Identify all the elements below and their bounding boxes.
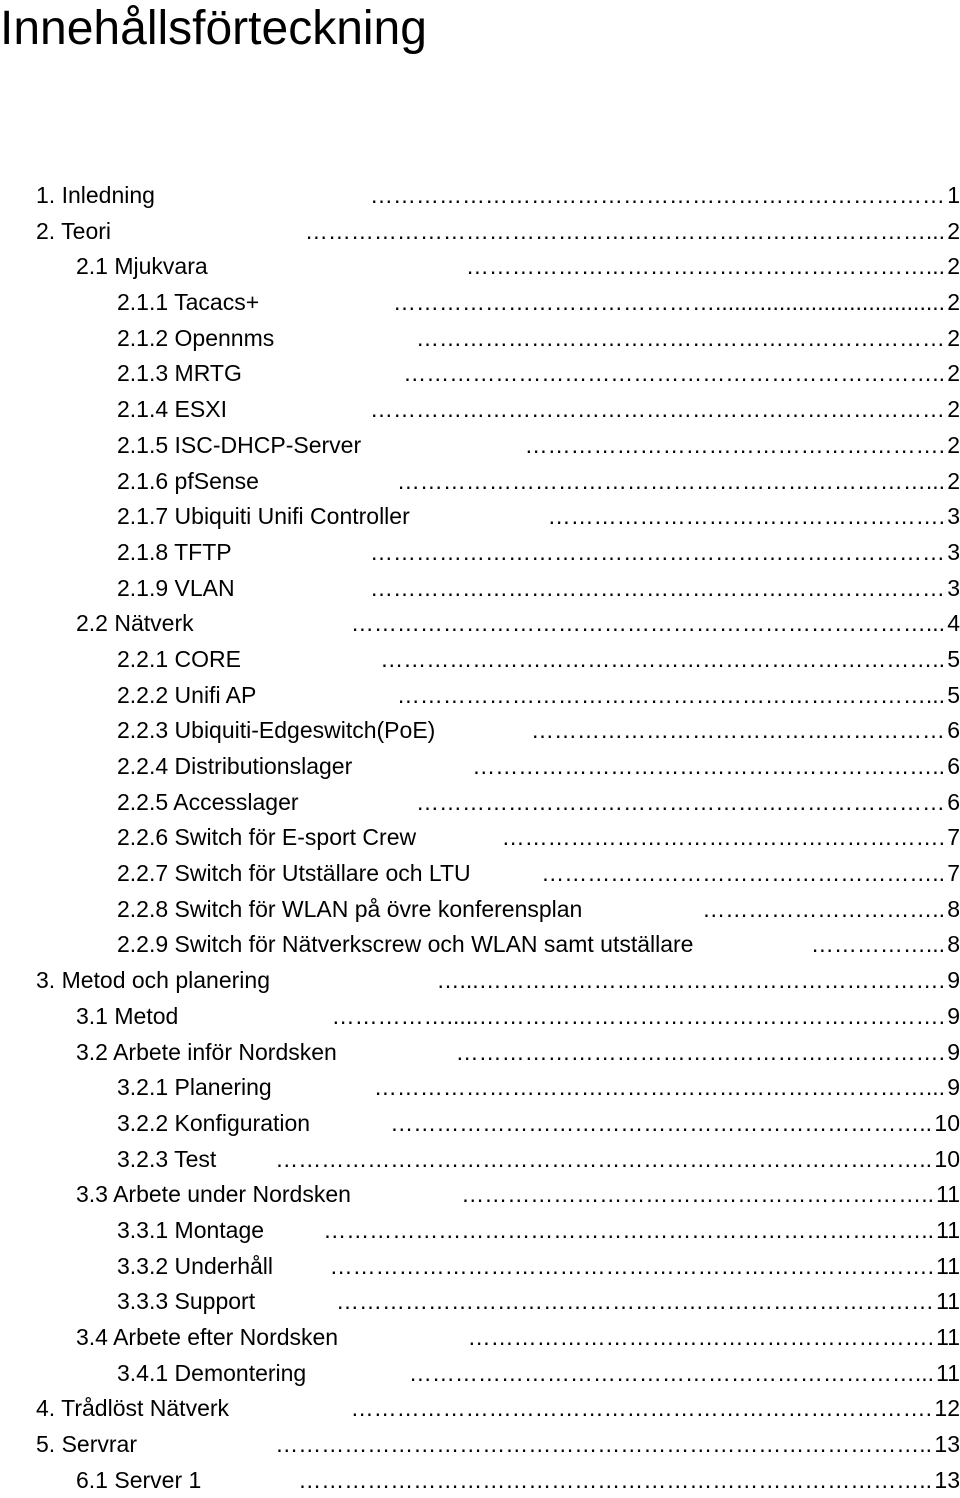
- toc-dot-leader: …...…………………………………………………….: [436, 967, 945, 994]
- toc-entry[interactable]: [0, 249, 960, 285]
- toc-page-number: 10: [934, 1109, 960, 1136]
- toc-dot-leader: …………….....…………………………………………………….: [331, 1002, 945, 1029]
- toc-dot-leader: ………………………………………………………………...: [373, 1074, 945, 1101]
- toc-page-number: 7: [947, 860, 960, 887]
- toc-page-number: 6: [947, 788, 960, 815]
- toc-entry-label: 2.2.2 Unifi AP: [117, 681, 257, 708]
- toc-dot-leader: ………………………………………………………………………..: [298, 1466, 932, 1493]
- toc-dot-leader: ……………………………………………………………: [416, 324, 945, 351]
- toc-entry[interactable]: [0, 214, 960, 250]
- toc-page-number: 2: [947, 467, 960, 494]
- toc-entry[interactable]: [0, 1320, 960, 1356]
- toc-dot-leader: …………………………..: [702, 895, 945, 922]
- toc-entry[interactable]: [0, 749, 960, 785]
- toc-entry-label: 2.2.9 Switch för Nätverkscrew och WLAN samt utställare: [117, 931, 694, 958]
- toc-page-number: 9: [947, 1074, 960, 1101]
- toc-page-number: 9: [947, 1002, 960, 1029]
- toc-entry[interactable]: [0, 1249, 960, 1285]
- toc-entry[interactable]: [0, 356, 960, 392]
- toc-page-number: 11: [936, 1359, 960, 1386]
- toc-page-number: 4: [947, 610, 960, 637]
- toc-entry[interactable]: [0, 1356, 960, 1392]
- toc-entry-label: 2.2.1 CORE: [117, 645, 241, 672]
- toc-page-number: 5: [947, 645, 960, 672]
- toc-entry-label: 2.2.4 Distributionslager: [117, 753, 353, 779]
- toc-entry-label: 2.1.4 ESXI: [117, 396, 227, 423]
- toc-entry[interactable]: [0, 321, 960, 357]
- toc-entry-label: 3.2.1 Planering: [117, 1074, 272, 1101]
- toc-page-number: 2: [947, 253, 960, 280]
- toc-entry-label: 2.1.5 ISC-DHCP-Server: [117, 431, 362, 458]
- toc-entry-label: 2.1.2 Opennms: [117, 324, 275, 351]
- toc-page-number: 5: [947, 681, 960, 708]
- toc-dot-leader: ……………………………………………..: [541, 860, 945, 887]
- toc-entry-label: 3.3 Arbete under Nordsken: [76, 1181, 351, 1208]
- toc-entry-label: 6.1 Server 1: [76, 1466, 202, 1493]
- toc-page-number: 6: [947, 753, 960, 779]
- toc-entry[interactable]: [0, 820, 960, 856]
- toc-entry-label: 2.1 Mjukvara: [76, 253, 208, 280]
- toc-entry-label: 2.2.6 Switch för E-sport Crew: [117, 824, 417, 851]
- toc-page-number: 10: [934, 1145, 960, 1172]
- toc-page-number: 11: [936, 1324, 960, 1350]
- toc-dot-leader: ……………………………………………….: [524, 431, 945, 458]
- toc-dot-leader: ……………...: [810, 931, 945, 958]
- toc-entry-label: 1. Inledning: [36, 182, 155, 208]
- toc-entry[interactable]: [0, 1070, 960, 1106]
- toc-dot-leader: …………………………………………………………………...: [350, 610, 945, 637]
- toc-page-number: 11: [936, 1252, 960, 1279]
- toc-page-number: 9: [947, 1038, 960, 1065]
- toc-dot-leader: …………………………………………….: [547, 503, 945, 530]
- toc-entry-label: 2.1.7 Ubiquiti Unifi Controller: [117, 503, 410, 530]
- toc-entry-label: 2.1.3 MRTG: [117, 360, 242, 387]
- toc-entry[interactable]: [0, 1213, 960, 1249]
- toc-entry[interactable]: [0, 285, 960, 321]
- toc-dot-leader: …………………………………………………………………………..: [275, 1431, 932, 1458]
- toc-entry[interactable]: [0, 678, 960, 714]
- toc-page-number: 2: [947, 217, 960, 244]
- toc-entry[interactable]: [0, 1427, 960, 1463]
- toc-entry[interactable]: [0, 1035, 960, 1071]
- page-title: Innehållsförteckning: [0, 2, 427, 55]
- toc-page-number: 11: [936, 1288, 960, 1315]
- toc-entry-label: 2.1.1 Tacacs+: [117, 289, 260, 316]
- toc-dot-leader: …………………………………………………….: [467, 1324, 934, 1350]
- toc-entry-label: 3.4 Arbete efter Nordsken: [76, 1324, 339, 1350]
- toc-entry[interactable]: [0, 178, 960, 214]
- toc-dot-leader: ………………………………………………………………………...: [304, 217, 945, 244]
- toc-page-number: 2: [947, 360, 960, 387]
- toc-entry[interactable]: [0, 892, 960, 928]
- toc-dot-leader: …………………………………………………………………: [370, 538, 945, 565]
- toc-entry-label: 2.2.7 Switch för Utställare och LTU: [117, 860, 471, 887]
- toc-entry-label: 2.2.3 Ubiquiti-Edgeswitch(PoE): [117, 717, 436, 744]
- toc-entry[interactable]: [0, 428, 960, 464]
- toc-entry[interactable]: [0, 392, 960, 428]
- toc-page-number: 2: [947, 324, 960, 351]
- toc-entry[interactable]: [0, 1177, 960, 1213]
- toc-page-number: 11: [936, 1181, 960, 1208]
- toc-entry[interactable]: [0, 535, 960, 571]
- toc-entry[interactable]: [0, 713, 960, 749]
- table-of-contents: [0, 178, 960, 1498]
- toc-page-number: 11: [936, 1216, 960, 1243]
- toc-dot-leader: ……………………………………………………………: [416, 788, 945, 815]
- toc-dot-leader: ……………………………………………………..: [461, 1181, 934, 1208]
- toc-entry-label: 2. Teori: [36, 217, 112, 244]
- toc-entry[interactable]: [0, 927, 960, 963]
- toc-entry[interactable]: [0, 1284, 960, 1320]
- toc-entry-label: 2.1.9 VLAN: [117, 574, 235, 601]
- toc-entry-label: 3. Metod och planering: [36, 967, 270, 994]
- toc-page-number: 12: [934, 1395, 960, 1422]
- toc-entry-label: 2.2.8 Switch för WLAN på övre konferensplan: [117, 895, 583, 922]
- toc-entry-label: 3.3.1 Montage: [117, 1216, 265, 1243]
- toc-dot-leader: …………………………………………………………………….: [329, 1252, 934, 1279]
- toc-page-number: 13: [934, 1466, 960, 1493]
- toc-page-number: 7: [947, 824, 960, 851]
- toc-page-number: 2: [947, 431, 960, 458]
- toc-entry-label: 3.2.3 Test: [117, 1145, 217, 1172]
- toc-entry[interactable]: [0, 1391, 960, 1427]
- toc-entry[interactable]: [0, 785, 960, 821]
- toc-dot-leader: ……………………………………………………………..: [390, 1109, 932, 1136]
- toc-entry-label: 3.1 Metod: [76, 1002, 179, 1029]
- toc-dot-leader: ……………………………………………………….: [455, 1038, 945, 1065]
- toc-dot-leader: ……………………………………………………………………: [336, 1288, 934, 1315]
- toc-entry[interactable]: [0, 1142, 960, 1178]
- toc-entry[interactable]: [0, 999, 960, 1035]
- toc-entry[interactable]: [0, 642, 960, 678]
- toc-page-number: 13: [934, 1431, 960, 1458]
- toc-dot-leader: ………………………………………………: [531, 717, 945, 744]
- toc-entry-label: 4. Trådlöst Nätverk: [36, 1395, 230, 1422]
- toc-page-number: 1: [947, 182, 960, 208]
- toc-page-number: 3: [947, 538, 960, 565]
- toc-dot-leader: ……………………………………....................................: [392, 289, 945, 316]
- toc-page-number: 2: [947, 289, 960, 316]
- toc-entry[interactable]: [0, 1106, 960, 1142]
- toc-dot-leader: …………………………………………………………………: [370, 182, 945, 208]
- toc-entry-label: 2.2.5 Accesslager: [117, 788, 299, 815]
- toc-entry-label: 3.3.3 Support: [117, 1288, 256, 1315]
- toc-entry[interactable]: [0, 1463, 960, 1498]
- toc-dot-leader: ……………………………………………………………...: [396, 681, 945, 708]
- toc-dot-leader: ………………………………………………………………….: [350, 1395, 932, 1422]
- toc-page-number: 3: [947, 503, 960, 530]
- toc-entry-label: 3.3.2 Underhåll: [117, 1252, 273, 1279]
- toc-entry[interactable]: [0, 606, 960, 642]
- toc-entry-label: 2.2 Nätverk: [76, 610, 194, 637]
- toc-page-number: 2: [947, 396, 960, 423]
- toc-dot-leader: …………………………………………………………………………..: [275, 1145, 932, 1172]
- toc-page-number: 8: [947, 931, 960, 958]
- toc-entry-label: 2.1.8 TFTP: [117, 538, 232, 565]
- toc-entry[interactable]: [0, 856, 960, 892]
- toc-dot-leader: …………………………………………………………………: [370, 574, 945, 601]
- toc-dot-leader: …………………………………………………………...: [408, 1359, 934, 1386]
- toc-dot-leader: ………………………………………………….: [501, 824, 945, 851]
- toc-entry[interactable]: [0, 963, 960, 999]
- toc-entry-label: 3.4.1 Demontering: [117, 1359, 307, 1386]
- toc-dot-leader: ……………………………………………………………...: [396, 467, 945, 494]
- toc-dot-leader: ……………………………………………………...: [465, 253, 945, 280]
- toc-dot-leader: ……………………………………………………………..: [403, 360, 945, 387]
- toc-entry-label: 5. Servrar: [36, 1431, 137, 1458]
- toc-page-number: 8: [947, 895, 960, 922]
- toc-entry-label: 2.1.6 pfSense: [117, 467, 259, 494]
- toc-entry[interactable]: [0, 499, 960, 535]
- toc-entry[interactable]: [0, 571, 960, 607]
- toc-entry[interactable]: [0, 464, 960, 500]
- toc-page-number: 9: [947, 967, 960, 994]
- toc-dot-leader: …………………………………………………………………: [370, 396, 945, 423]
- toc-dot-leader: ………………………………………………………………..: [380, 645, 945, 672]
- toc-page-number: 6: [947, 717, 960, 744]
- toc-entry-label: 3.2 Arbete inför Nordsken: [76, 1038, 337, 1065]
- toc-dot-leader: ……………………………………………………………………..: [323, 1216, 934, 1243]
- toc-dot-leader: ……………………………………………………..: [472, 753, 945, 779]
- toc-entry-label: 3.2.2 Konfiguration: [117, 1109, 311, 1136]
- toc-page-number: 3: [947, 574, 960, 601]
